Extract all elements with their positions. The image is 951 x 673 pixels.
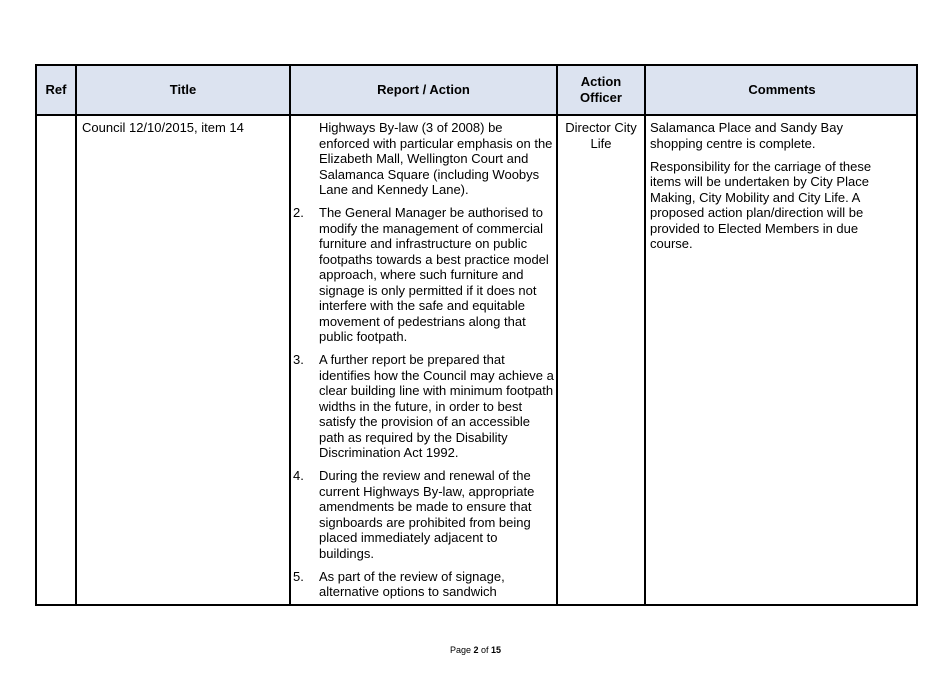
header-action-officer: [558, 66, 644, 114]
page-label: Page: [449, 645, 474, 655]
cell-title: Council 12/10/2015, item 14: [82, 120, 244, 135]
minutes-table: [35, 64, 918, 606]
report-item-number: 5.: [293, 568, 304, 584]
report-item-number: 3.: [293, 352, 304, 367]
report-item-number: 2.: [293, 205, 304, 220]
report-item-text: During the review and renewal of the current Highways By-law, appropriate amendments be made to ensure that signboards are prohibited from being placed immediately adjacent to buildings.: [319, 468, 535, 561]
page-of-label: of: [478, 645, 492, 655]
header-report-action: Report / Action: [377, 82, 470, 97]
header-action-officer-line2: Officer: [580, 90, 622, 105]
column-divider: [289, 66, 291, 604]
page-total: 15: [491, 645, 502, 655]
header-action-officer-line1: Action: [580, 74, 622, 89]
cell-action-officer: Director City Life: [565, 120, 637, 151]
header-comments: Comments: [748, 82, 816, 97]
report-item-text: The General Manager be authorised to modify the management of commercial furniture and infrastructure on public footpaths towards a best practice model approach, where such furniture and signage is only permitted if it does not interfere with the safe and equitable movement of pedestrians along that public footpath.: [319, 205, 549, 344]
report-item-text: Highways By-law (3 of 2008) be enforced with particular emphasis on the Elizabeth Mall, Wellington Court and Salamanca Square (including Woobys Lane and Kennedy Lane).: [319, 120, 553, 197]
cell-report-action: [293, 120, 555, 607]
comment-paragraph: Responsibility for the carriage of these items will be undertaken by City Place Making, City Mobility and City Life. A proposed action plan/direction will be provided to Elected Members in due course.: [650, 158, 872, 251]
report-item-text: As part of the review of signage, alternative options to sandwich: [319, 568, 505, 599]
report-item-number: 4.: [293, 468, 304, 483]
cell-comments: [650, 120, 890, 259]
report-item-4: [293, 468, 555, 561]
page-footer: [0, 645, 951, 655]
report-item-text: A further report be prepared that identifies how the Council may achieve a clear building line with minimum footpath widths in the future, in order to best satisfy the provision of an accessible path as required by the Disability Discrimination Act 1992.: [319, 352, 554, 460]
report-item-1: [293, 120, 555, 198]
column-divider: [644, 66, 646, 604]
report-item-5: [293, 569, 555, 600]
header-title: Title: [169, 82, 197, 97]
column-divider: [556, 66, 558, 604]
header-ref: Ref: [45, 82, 67, 97]
comment-paragraph: Salamanca Place and Sandy Bay shopping centre is complete.: [650, 120, 843, 151]
page-current: 2: [473, 645, 479, 655]
column-divider: [75, 66, 77, 604]
report-item-2: [293, 205, 555, 345]
report-item-3: [293, 352, 555, 461]
